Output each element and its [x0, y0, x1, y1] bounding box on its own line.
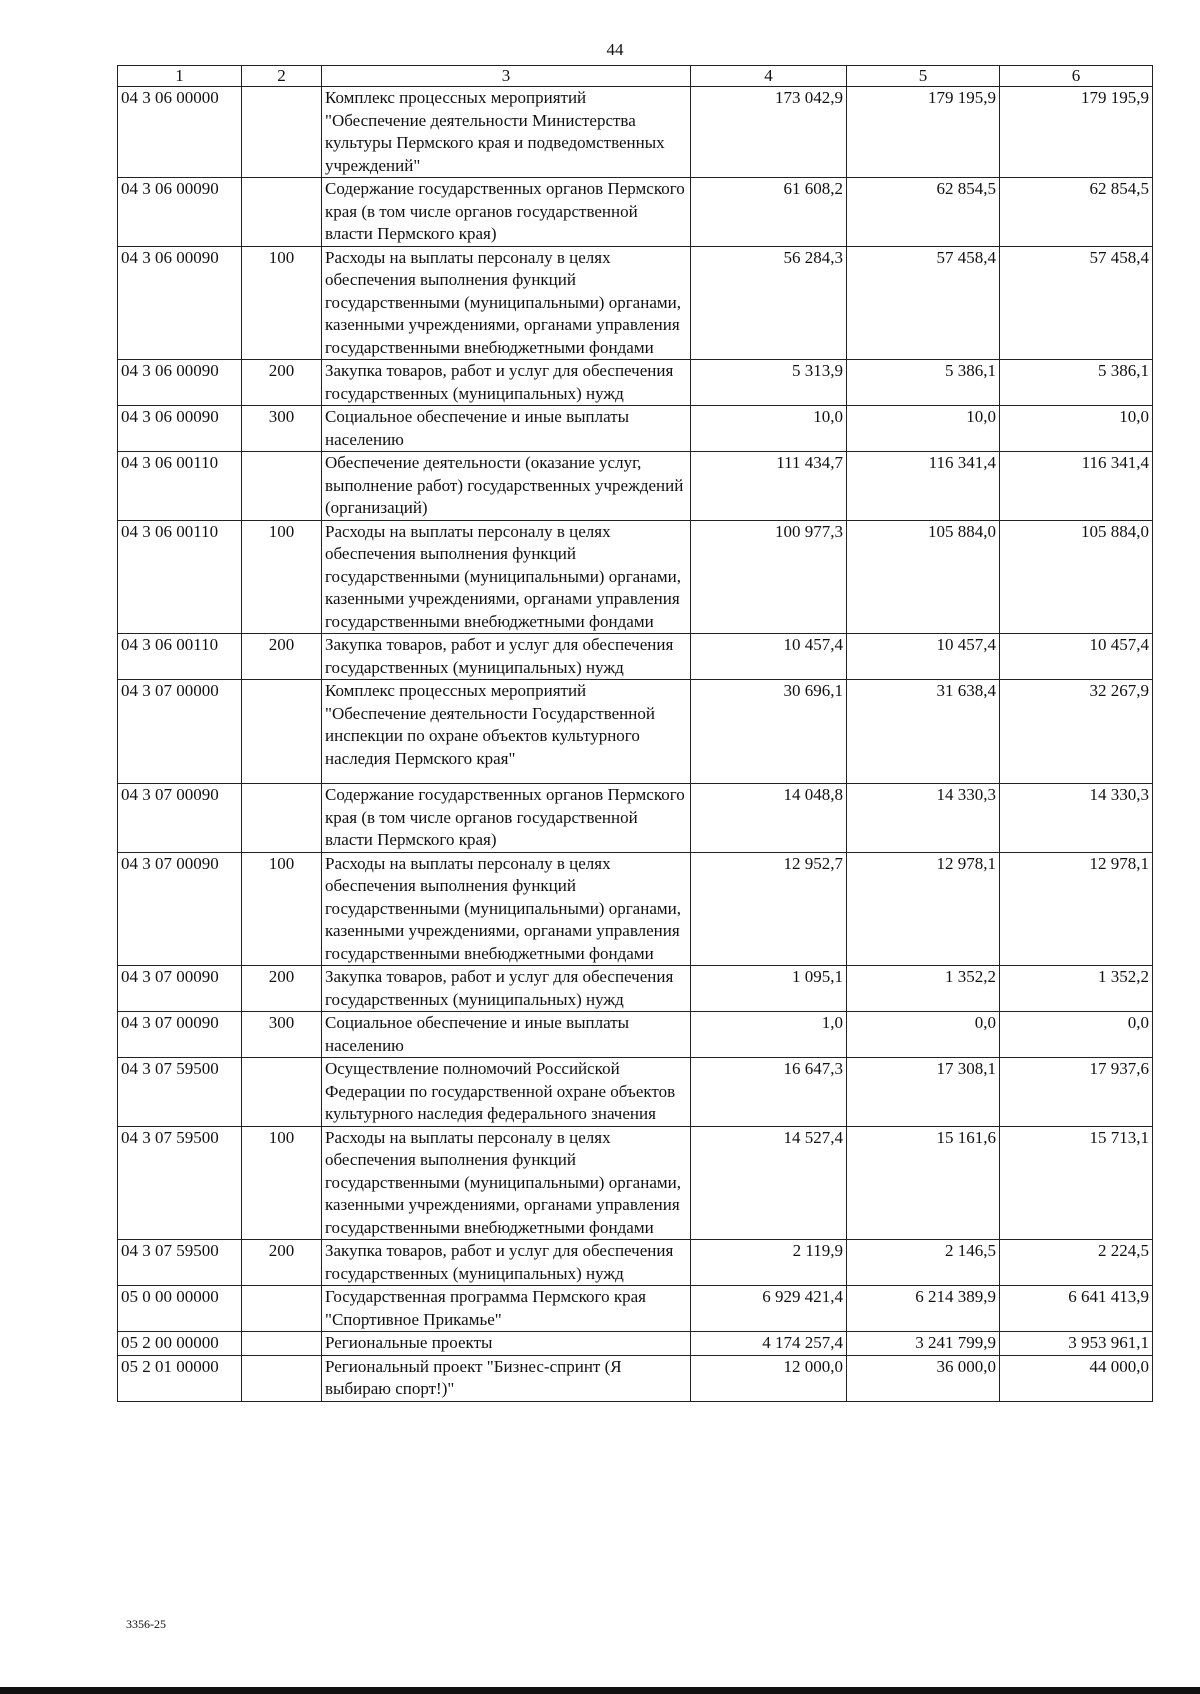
- cell-amount-col6: 15 713,1: [1000, 1126, 1153, 1240]
- table-row: [118, 1058, 1153, 1127]
- cell-amount-col5: 2 146,5: [847, 1240, 1000, 1286]
- table-row: [118, 634, 1153, 680]
- cell-name: Закупка товаров, работ и услуг для обеспечения государственных (муниципальных) нужд: [322, 1240, 691, 1286]
- cell-expense-type: [242, 87, 322, 178]
- cell-amount-col4: 12 952,7: [691, 852, 847, 966]
- cell-expense-type: [242, 680, 322, 784]
- cell-name: Социальное обеспечение и иные выплаты населению: [322, 1012, 691, 1058]
- cell-amount-col4: 10 457,4: [691, 634, 847, 680]
- cell-amount-col5: 17 308,1: [847, 1058, 1000, 1127]
- cell-expense-type: [242, 1332, 322, 1356]
- cell-name: Расходы на выплаты персоналу в целях обеспечения выполнения функций государственными (муниципальными) органами, казенными учреждениями, органами управления государственными внебюджетными фондами: [322, 246, 691, 360]
- cell-amount-col5: 3 241 799,9: [847, 1332, 1000, 1356]
- table-row: [118, 452, 1153, 521]
- bottom-border: [0, 1687, 1200, 1694]
- cell-amount-col4: 111 434,7: [691, 452, 847, 521]
- cell-amount-col5: 15 161,6: [847, 1126, 1000, 1240]
- table-row: [118, 966, 1153, 1012]
- cell-code: 04 3 06 00110: [118, 520, 242, 634]
- cell-expense-type: 200: [242, 360, 322, 406]
- cell-amount-col6: 116 341,4: [1000, 452, 1153, 521]
- cell-code: 04 3 06 00090: [118, 360, 242, 406]
- cell-amount-col5: 10 457,4: [847, 634, 1000, 680]
- cell-name: Закупка товаров, работ и услуг для обеспечения государственных (муниципальных) нужд: [322, 634, 691, 680]
- cell-code: 04 3 06 00110: [118, 452, 242, 521]
- cell-code: 04 3 06 00000: [118, 87, 242, 178]
- cell-amount-col6: 10,0: [1000, 406, 1153, 452]
- table-row: [118, 1240, 1153, 1286]
- table-row: [118, 246, 1153, 360]
- header-col-1: 1: [118, 66, 242, 87]
- cell-code: 04 3 07 00090: [118, 784, 242, 853]
- table-row: [118, 1012, 1153, 1058]
- cell-code: 05 0 00 00000: [118, 1286, 242, 1332]
- cell-name: Обеспечение деятельности (оказание услуг, выполнение работ) государственных учреждений (организаций): [322, 452, 691, 521]
- table-row: [118, 1286, 1153, 1332]
- cell-code: 05 2 00 00000: [118, 1332, 242, 1356]
- cell-amount-col6: 2 224,5: [1000, 1240, 1153, 1286]
- cell-code: 04 3 07 59500: [118, 1058, 242, 1127]
- table-row: [118, 852, 1153, 966]
- cell-name: Комплекс процессных мероприятий "Обеспечение деятельности Министерства культуры Пермского края и подведомственных учреждений": [322, 87, 691, 178]
- cell-name: Региональный проект "Бизнес-спринт (Я выбираю спорт!)": [322, 1355, 691, 1401]
- table-row: [118, 520, 1153, 634]
- cell-amount-col5: 0,0: [847, 1012, 1000, 1058]
- cell-code: 04 3 07 00090: [118, 1012, 242, 1058]
- table-header: [118, 66, 1153, 87]
- cell-expense-type: [242, 1355, 322, 1401]
- cell-amount-col4: 30 696,1: [691, 680, 847, 784]
- cell-expense-type: 100: [242, 1126, 322, 1240]
- cell-name: Содержание государственных органов Пермского края (в том числе органов государственной власти Пермского края): [322, 178, 691, 247]
- cell-expense-type: [242, 1286, 322, 1332]
- header-row: [118, 66, 1153, 87]
- cell-name: Осуществление полномочий Российской Федерации по государственной охране объектов культурного наследия федерального значения: [322, 1058, 691, 1127]
- cell-name: Закупка товаров, работ и услуг для обеспечения государственных (муниципальных) нужд: [322, 360, 691, 406]
- cell-amount-col5: 12 978,1: [847, 852, 1000, 966]
- cell-amount-col6: 57 458,4: [1000, 246, 1153, 360]
- header-col-6: 6: [1000, 66, 1153, 87]
- cell-name: Закупка товаров, работ и услуг для обеспечения государственных (муниципальных) нужд: [322, 966, 691, 1012]
- cell-amount-col5: 5 386,1: [847, 360, 1000, 406]
- cell-expense-type: 100: [242, 246, 322, 360]
- cell-code: 05 2 01 00000: [118, 1355, 242, 1401]
- table-row: [118, 1355, 1153, 1401]
- cell-name: Расходы на выплаты персоналу в целях обеспечения выполнения функций государственными (муниципальными) органами, казенными учреждениями, органами управления государственными внебюджетными фондами: [322, 1126, 691, 1240]
- table-row: [118, 1126, 1153, 1240]
- cell-name: Расходы на выплаты персоналу в целях обеспечения выполнения функций государственными (муниципальными) органами, казенными учреждениями, органами управления государственными внебюджетными фондами: [322, 520, 691, 634]
- cell-code: 04 3 07 00090: [118, 852, 242, 966]
- cell-amount-col5: 31 638,4: [847, 680, 1000, 784]
- cell-amount-col4: 6 929 421,4: [691, 1286, 847, 1332]
- budget-table: [117, 65, 1153, 1402]
- cell-expense-type: 200: [242, 1240, 322, 1286]
- header-col-4: 4: [691, 66, 847, 87]
- cell-name: Социальное обеспечение и иные выплаты населению: [322, 406, 691, 452]
- cell-amount-col4: 14 527,4: [691, 1126, 847, 1240]
- cell-name: Государственная программа Пермского края "Спортивное Прикамье": [322, 1286, 691, 1332]
- cell-code: 04 3 07 59500: [118, 1240, 242, 1286]
- cell-amount-col6: 179 195,9: [1000, 87, 1153, 178]
- cell-code: 04 3 06 00090: [118, 178, 242, 247]
- cell-amount-col6: 62 854,5: [1000, 178, 1153, 247]
- cell-code: 04 3 07 00000: [118, 680, 242, 784]
- cell-amount-col5: 10,0: [847, 406, 1000, 452]
- cell-amount-col5: 62 854,5: [847, 178, 1000, 247]
- cell-amount-col5: 1 352,2: [847, 966, 1000, 1012]
- cell-amount-col5: 179 195,9: [847, 87, 1000, 178]
- cell-expense-type: 100: [242, 520, 322, 634]
- cell-amount-col4: 61 608,2: [691, 178, 847, 247]
- cell-expense-type: 200: [242, 966, 322, 1012]
- cell-code: 04 3 06 00090: [118, 406, 242, 452]
- header-col-2: 2: [242, 66, 322, 87]
- cell-amount-col5: 116 341,4: [847, 452, 1000, 521]
- cell-amount-col6: 105 884,0: [1000, 520, 1153, 634]
- cell-amount-col4: 12 000,0: [691, 1355, 847, 1401]
- cell-amount-col4: 56 284,3: [691, 246, 847, 360]
- table-body: [118, 87, 1153, 1402]
- cell-code: 04 3 07 00090: [118, 966, 242, 1012]
- cell-amount-col5: 14 330,3: [847, 784, 1000, 853]
- cell-amount-col6: 5 386,1: [1000, 360, 1153, 406]
- table-row: [118, 680, 1153, 784]
- cell-name: Комплекс процессных мероприятий "Обеспечение деятельности Государственной инспекции по охране объектов культурного наследия Пермского края": [322, 680, 691, 784]
- cell-name: Региональные проекты: [322, 1332, 691, 1356]
- cell-amount-col4: 1,0: [691, 1012, 847, 1058]
- cell-expense-type: 100: [242, 852, 322, 966]
- cell-amount-col6: 32 267,9: [1000, 680, 1153, 784]
- cell-amount-col6: 0,0: [1000, 1012, 1153, 1058]
- cell-amount-col4: 5 313,9: [691, 360, 847, 406]
- cell-amount-col4: 4 174 257,4: [691, 1332, 847, 1356]
- cell-code: 04 3 06 00090: [118, 246, 242, 360]
- cell-expense-type: [242, 1058, 322, 1127]
- cell-code: 04 3 06 00110: [118, 634, 242, 680]
- table-row: [118, 87, 1153, 178]
- table-row: [118, 1332, 1153, 1356]
- cell-name: Расходы на выплаты персоналу в целях обеспечения выполнения функций государственными (муниципальными) органами, казенными учреждениями, органами управления государственными внебюджетными фондами: [322, 852, 691, 966]
- cell-amount-col6: 10 457,4: [1000, 634, 1153, 680]
- cell-amount-col4: 10,0: [691, 406, 847, 452]
- cell-expense-type: [242, 178, 322, 247]
- cell-amount-col6: 44 000,0: [1000, 1355, 1153, 1401]
- cell-name: Содержание государственных органов Пермского края (в том числе органов государственной власти Пермского края): [322, 784, 691, 853]
- table-row: [118, 406, 1153, 452]
- header-col-3: 3: [322, 66, 691, 87]
- cell-amount-col5: 57 458,4: [847, 246, 1000, 360]
- cell-amount-col5: 6 214 389,9: [847, 1286, 1000, 1332]
- cell-amount-col5: 105 884,0: [847, 520, 1000, 634]
- cell-expense-type: [242, 452, 322, 521]
- table-row: [118, 784, 1153, 853]
- cell-amount-col6: 3 953 961,1: [1000, 1332, 1153, 1356]
- page-number: 44: [606, 40, 624, 59]
- cell-amount-col4: 173 042,9: [691, 87, 847, 178]
- header-col-5: 5: [847, 66, 1000, 87]
- cell-amount-col5: 36 000,0: [847, 1355, 1000, 1401]
- cell-code: 04 3 07 59500: [118, 1126, 242, 1240]
- cell-amount-col4: 16 647,3: [691, 1058, 847, 1127]
- cell-amount-col4: 2 119,9: [691, 1240, 847, 1286]
- cell-amount-col6: 14 330,3: [1000, 784, 1153, 853]
- document-code: 3356-25: [126, 1617, 166, 1631]
- cell-amount-col6: 12 978,1: [1000, 852, 1153, 966]
- cell-amount-col6: 17 937,6: [1000, 1058, 1153, 1127]
- cell-expense-type: 300: [242, 1012, 322, 1058]
- cell-expense-type: 200: [242, 634, 322, 680]
- table-row: [118, 360, 1153, 406]
- cell-amount-col4: 100 977,3: [691, 520, 847, 634]
- cell-amount-col4: 1 095,1: [691, 966, 847, 1012]
- cell-amount-col6: 6 641 413,9: [1000, 1286, 1153, 1332]
- cell-expense-type: 300: [242, 406, 322, 452]
- cell-amount-col6: 1 352,2: [1000, 966, 1153, 1012]
- cell-amount-col4: 14 048,8: [691, 784, 847, 853]
- cell-expense-type: [242, 784, 322, 853]
- table-row: [118, 178, 1153, 247]
